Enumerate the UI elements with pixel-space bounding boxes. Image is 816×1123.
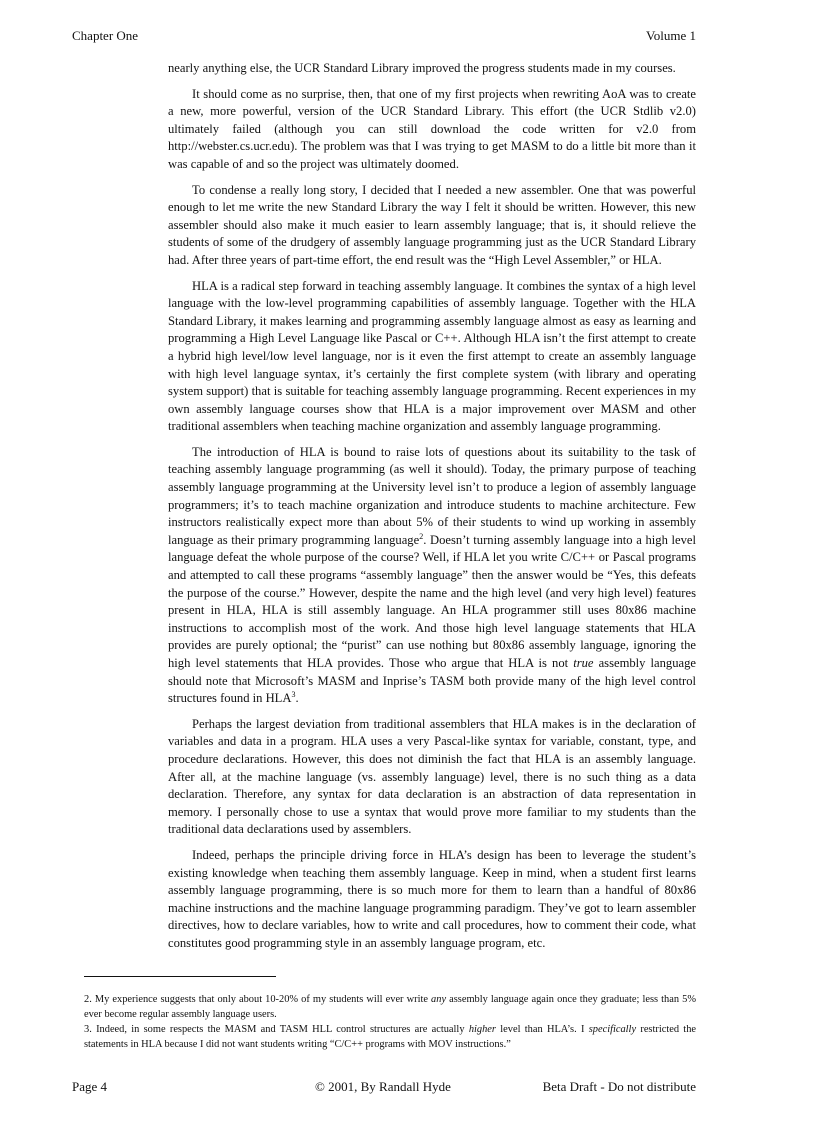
- emphasis-higher: higher: [468, 1024, 496, 1035]
- paragraph-1: nearly anything else, the UCR Standard Library improved the progress students made in my courses.: [168, 61, 676, 75]
- footer-page-number: Page 4: [72, 1079, 108, 1094]
- footnote-ref-3: 3: [291, 690, 296, 699]
- footnote-3-part-c: restricted the statements in HLA because I did not want students writing “C/C++ programs with MOV instructions.”: [84, 1024, 697, 1050]
- paragraph-5-part-b: . Doesn’t turning assembly language into a high level language defeat the whole purpose of the course? Well, if HLA let you write C/C++ or Pascal programs and attempted to call these programs “assembly language” then the answer would be “Yes, this defeats the purpose of the course.” However, despite the name and the high level (and very high level) features present in HLA, HLA is still assembly language. An HLA programmer still uses 80x86 machine instructions to accomplish most of the work. And those high level language statements that HLA provides are purely optional; the “purist” can use nothing but 80x86 assembly language, ignoring the high level statements that HLA provides. Those who argue that HLA is not: [168, 532, 697, 670]
- footnote-2-part-b: assembly language again once they graduate; less than 5% ever become regular assembly language users.: [84, 994, 696, 1020]
- footer-copyright: © 2001, By Randall Hyde: [315, 1079, 451, 1094]
- header-chapter: Chapter One: [72, 28, 139, 43]
- footnote-ref-2: 2: [419, 531, 424, 541]
- paragraph-5-part-d: .: [295, 691, 299, 706]
- footnote-2: [84, 992, 696, 1022]
- paragraph-6: Perhaps the largest deviation from traditional assemblers that HLA makes is in the declaration of variables and data in a program. HLA uses a very Pascal-like syntax for variable, constant, type, and procedure declarations. However, this does not diminish the fact that HLA is an assembly language. After all, at the machine language (vs. assembly language) level, there is no such thing as a data declaration. Therefore, any syntax for data declaration is an abstraction of data representation in memory. I personally chose to use a syntax that would prove more familiar to my students than the traditional data declarations used by assemblers.: [168, 716, 696, 837]
- body-text: [168, 60, 696, 961]
- footnote-3-part-b: level than HLA’s. I: [495, 1024, 589, 1035]
- paragraph-5-part-c: assembly language should note that Microsoft’s MASM and Inprise’s TASM both provide many of the high level control structures found in HLA: [168, 656, 697, 706]
- paragraph-4: HLA is a radical step forward in teaching assembly language. It combines the syntax of a high level language with the low-level programming capabilities of assembly language. Together with the HLA Standard Library, it makes learning and programming assembly language almost as easy as learning and programming a High Level Language like Pascal or C++. Although HLA isn’t the first attempt to create a hybrid high level/low level language, nor is it even the first attempt to create an assembly language with high level language syntax, it’s certainly the first complete system (with library and operating system support) that is suitable for teaching assembly language programming. Recent experiences in my own assembly language courses show that HLA is a major improvement over MASM and other traditional assemblers when teaching machine organization and assembly language programming.: [168, 278, 696, 434]
- header-volume: Volume 1: [646, 28, 696, 43]
- paragraph-3: To condense a really long story, I decided that I needed a new assembler. One that was powerful enough to let me write the new Standard Library the way I felt it should be written. However, this new assembler should also make it much easier to learn assembly language; that is, it should relieve the students of some of the drudgery of assembly language programming just as the UCR Standard Library had. After three years of part-time effort, the end result was the “High Level Assembler,” or HLA.: [168, 182, 696, 267]
- paragraph-5-part-a: The introduction of HLA is bound to raise lots of questions about its suitability to the task of teaching assembly language programming (as well it should). Today, the primary purpose of teaching assembly language programming at the University level isn’t to produce a legion of assembly language programmers; it’s to teach machine organization and introduce students to machine architecture. Few instructors realistically expect more than about 5% of their students to wind up working in assembly language as their primary programming language: [168, 444, 696, 547]
- footnote-2-part-a: 2. My experience suggests that only about 10-20% of my students will ever write: [84, 994, 432, 1005]
- emphasis-any: any: [431, 994, 447, 1005]
- footnote-3: [84, 1022, 696, 1052]
- paragraph-7: Indeed, perhaps the principle driving force in HLA’s design has been to leverage the student’s existing knowledge when teaching them assembly language. Keep in mind, when a student first learns assembly language programming, there is so much more for them to learn than a handful of 80x86 machine instructions and the machine language programming paradigm. They’ve got to learn assembler directives, how to declare variables, how to write and call procedures, how to comment their code, what constitutes good programming style in an assembly language program, etc.: [168, 847, 696, 950]
- paragraph-2: It should come as no surprise, then, that one of my first projects when rewriting AoA was to create a new, more powerful, version of the UCR Standard Library. This effort (the UCR Stdlib v2.0) ultimately failed (although you can still download the code written for v2.0 from http://webster.cs.ucr.edu). The problem was that I was trying to get MASM to do a little bit more than it was capable of and so the project was ultimately doomed.: [168, 86, 696, 171]
- paragraph-5: [168, 444, 696, 708]
- emphasis-specifically: specifically: [588, 1024, 637, 1035]
- emphasis-true: true: [573, 656, 594, 670]
- footer-draft-notice: Beta Draft - Do not distribute: [542, 1079, 696, 1094]
- footnote-3-part-a: 3. Indeed, in some respects the MASM and TASM HLL control structures are actually: [84, 1024, 469, 1035]
- footnotes: [84, 992, 696, 1052]
- footnote-divider: [84, 976, 276, 977]
